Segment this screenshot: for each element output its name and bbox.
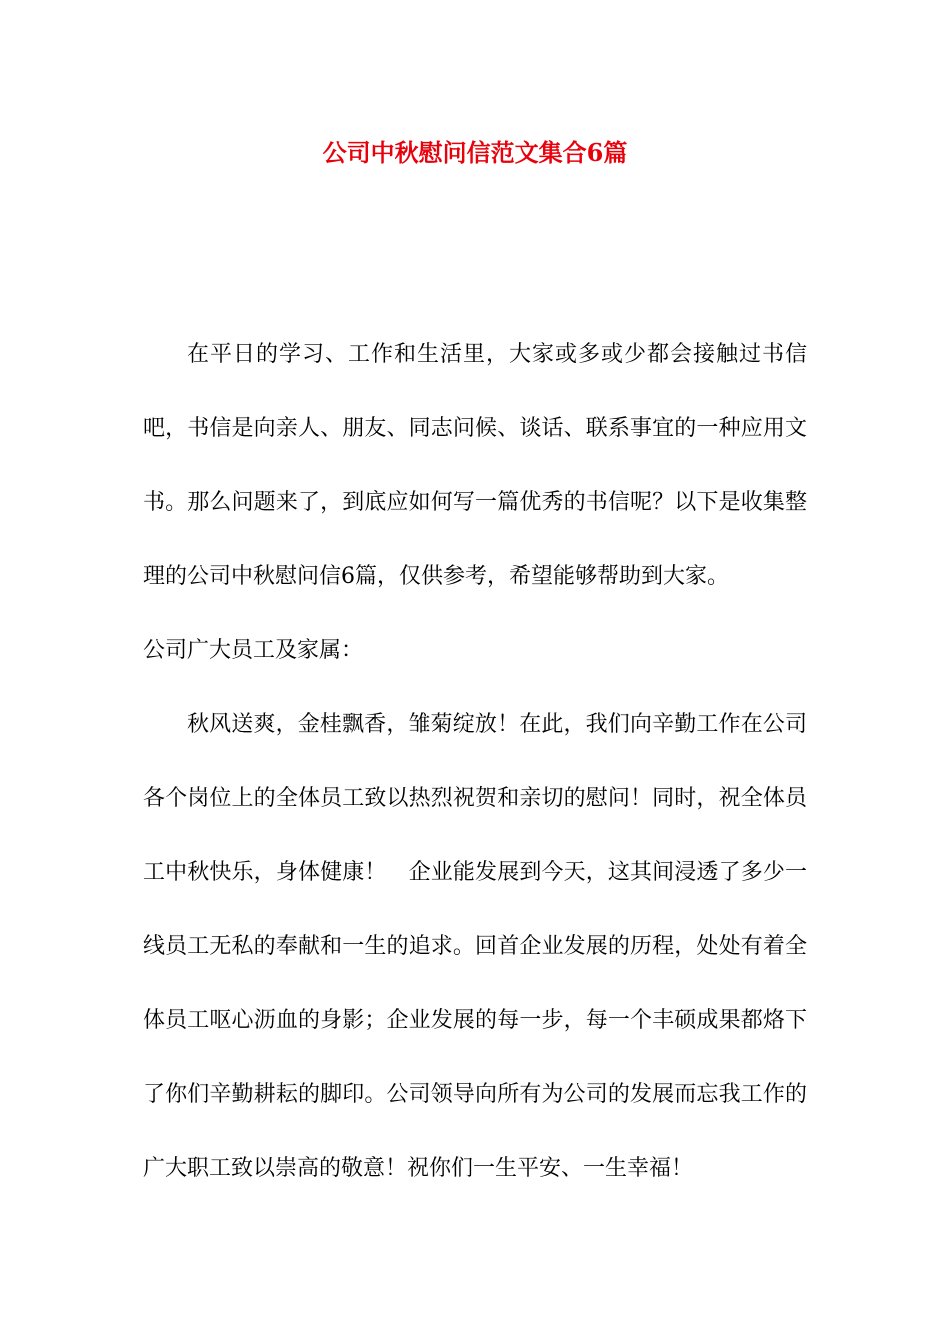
intro-paragraph: 在平日的学习、工作和生活里，大家或多或少都会接触过书信吧，书信是向亲人、朋友、同志问候、谈话、联系事宜的一种应用文书。那么问题来了，到底应如何写一篇优秀的书信呢？以下是收集整理的公司中秋慰问信6篇，仅供参考，希望能够帮助到大家。 <box>143 342 807 589</box>
letter-paragraph: 秋风送爽，金桂飘香，雏菊绽放！在此，我们向辛勤工作在公司各个岗位上的全体员工致以热烈祝贺和亲切的慰问！同时，祝全体员工中秋快乐，身体健康！ 企业能发展到今天，这其间浸透了多少一线员工无私的奉献和一生的追求。回首企业发展的历程，处处有着全体员工呕心沥血的身影；企业发展的每一步，每一个丰硕成果都烙下了你们辛勤耕耘的脚印。公司领导向所有为公司的发展而忘我工作的广大职工致以崇高的敬意！祝你们一生平安、一生幸福！ <box>143 712 807 1181</box>
salutation: 公司广大员工及家属： <box>143 638 364 663</box>
document-body <box>143 318 807 1206</box>
document-title: 公司中秋慰问信范文集合6篇 <box>322 138 628 167</box>
